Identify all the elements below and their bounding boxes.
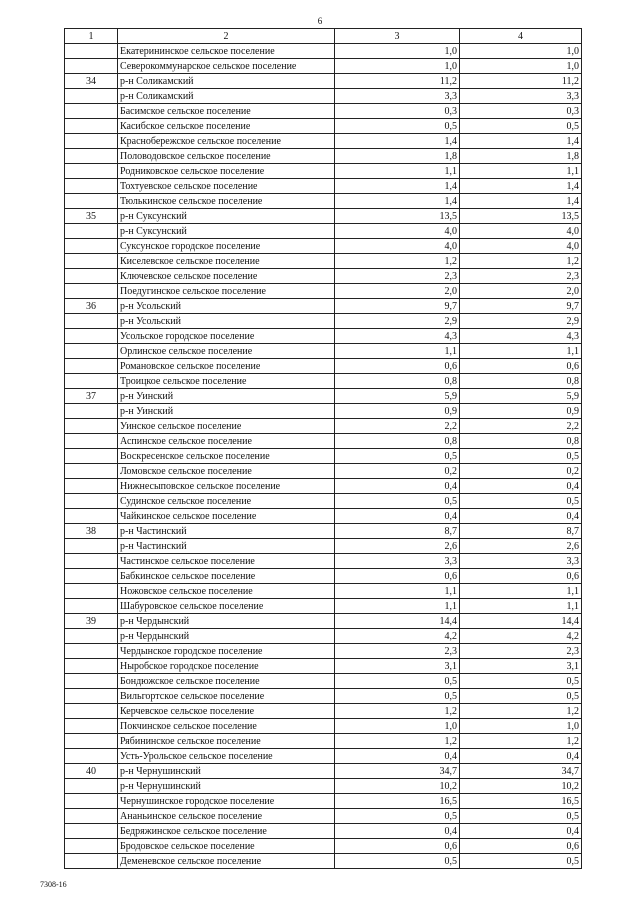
territory-name-cell: Ключевское сельское поселение: [118, 269, 335, 284]
table-row: [65, 659, 582, 674]
value-col-4-cell: 0,6: [460, 359, 582, 374]
value-col-4-cell: 0,5: [460, 674, 582, 689]
row-number-cell: [65, 494, 118, 509]
territory-name-cell: Половодовское сельское поселение: [118, 149, 335, 164]
table-row: [65, 494, 582, 509]
value-col-3-cell: 10,2: [335, 779, 460, 794]
table-row: [65, 254, 582, 269]
table-row: [65, 749, 582, 764]
value-col-4-cell: 14,4: [460, 614, 582, 629]
row-number-cell: [65, 809, 118, 824]
table-body: [65, 29, 582, 869]
value-col-3-cell: 0,8: [335, 434, 460, 449]
value-col-3-cell: 2,2: [335, 419, 460, 434]
territory-name-cell: Ломовское сельское поселение: [118, 464, 335, 479]
table-row: [65, 374, 582, 389]
value-col-4-cell: 3,3: [460, 554, 582, 569]
value-col-3-cell: 34,7: [335, 764, 460, 779]
value-col-4-cell: 1,0: [460, 59, 582, 74]
value-col-4-cell: 0,5: [460, 689, 582, 704]
row-number-cell: [65, 224, 118, 239]
value-col-4-cell: 2,2: [460, 419, 582, 434]
territory-name-cell: Тюлькинское сельское поселение: [118, 194, 335, 209]
territory-name-cell: Романовское сельское поселение: [118, 359, 335, 374]
value-col-3-cell: 0,4: [335, 749, 460, 764]
table-row: [65, 359, 582, 374]
value-col-3-cell: 1,0: [335, 719, 460, 734]
value-col-3-cell: 0,5: [335, 809, 460, 824]
value-col-3-cell: 1,8: [335, 149, 460, 164]
value-col-4-cell: 1,4: [460, 179, 582, 194]
territory-name-cell: Бондюжское сельское поселение: [118, 674, 335, 689]
territory-name-cell: Поедугинское сельское поселение: [118, 284, 335, 299]
territory-name-cell: Чайкинское сельское поселение: [118, 509, 335, 524]
value-col-3-cell: 0,5: [335, 674, 460, 689]
value-col-4-cell: 4,3: [460, 329, 582, 344]
territory-name-cell: Тохтуевское сельское поселение: [118, 179, 335, 194]
value-col-3-cell: 1,2: [335, 734, 460, 749]
territory-name-cell: Троицкое сельское поселение: [118, 374, 335, 389]
value-col-3-cell: 0,6: [335, 569, 460, 584]
table-row: [65, 209, 582, 224]
territory-name-cell: Судинское сельское поселение: [118, 494, 335, 509]
table-row: [65, 299, 582, 314]
value-col-3-cell: 0,6: [335, 839, 460, 854]
value-col-4-cell: 0,3: [460, 104, 582, 119]
value-col-4-cell: 11,2: [460, 74, 582, 89]
table-row: [65, 839, 582, 854]
value-col-4-cell: 1,1: [460, 584, 582, 599]
value-col-4-cell: 9,7: [460, 299, 582, 314]
territory-name-cell: Ныробское городское поселение: [118, 659, 335, 674]
territory-name-cell: Бабкинское сельское поселение: [118, 569, 335, 584]
value-col-4-cell: 10,2: [460, 779, 582, 794]
territory-name-cell: Суксунское городское поселение: [118, 239, 335, 254]
table-row: [65, 164, 582, 179]
territory-name-cell: р-н Чернушинский: [118, 779, 335, 794]
row-number-cell: [65, 329, 118, 344]
territory-name-cell: Екатерининское сельское поселение: [118, 44, 335, 59]
value-col-4-cell: 0,9: [460, 404, 582, 419]
value-col-3-cell: 1,4: [335, 194, 460, 209]
value-col-4-cell: 2,3: [460, 269, 582, 284]
table-row: [65, 614, 582, 629]
value-col-3-cell: 2,0: [335, 284, 460, 299]
row-number-cell: [65, 659, 118, 674]
row-number-cell: [65, 854, 118, 869]
table-row: [65, 434, 582, 449]
row-number-cell: [65, 359, 118, 374]
value-col-3-cell: 5,9: [335, 389, 460, 404]
territory-name-cell: Касибское сельское поселение: [118, 119, 335, 134]
territory-name-cell: Ананьинское сельское поселение: [118, 809, 335, 824]
territory-name-cell: р-н Чердынский: [118, 629, 335, 644]
value-col-4-cell: 0,6: [460, 839, 582, 854]
row-number-cell: [65, 644, 118, 659]
table-row: [65, 719, 582, 734]
row-number-cell: [65, 839, 118, 854]
table-row: [65, 149, 582, 164]
table-row: [65, 824, 582, 839]
value-col-3-cell: 0,3: [335, 104, 460, 119]
table-row: [65, 284, 582, 299]
row-number-cell: [65, 119, 118, 134]
row-number-cell: [65, 719, 118, 734]
table-row: [65, 584, 582, 599]
territory-name-cell: Киселевское сельское поселение: [118, 254, 335, 269]
row-number-cell: [65, 539, 118, 554]
value-col-3-cell: 0,5: [335, 854, 460, 869]
value-col-3-cell: 4,3: [335, 329, 460, 344]
row-number-cell: 37: [65, 389, 118, 404]
header-col-4: 4: [460, 29, 582, 44]
value-col-3-cell: 0,5: [335, 449, 460, 464]
territory-name-cell: Шабуровское сельское поселение: [118, 599, 335, 614]
table-row: [65, 89, 582, 104]
table-row: [65, 419, 582, 434]
table-row: [65, 239, 582, 254]
row-number-cell: [65, 509, 118, 524]
territory-name-cell: р-н Суксунский: [118, 224, 335, 239]
row-number-cell: [65, 464, 118, 479]
territory-name-cell: Ножовское сельское поселение: [118, 584, 335, 599]
territory-name-cell: р-н Уинский: [118, 389, 335, 404]
header-col-2: 2: [118, 29, 335, 44]
value-col-3-cell: 1,0: [335, 44, 460, 59]
territory-name-cell: Воскресенское сельское поселение: [118, 449, 335, 464]
value-col-3-cell: 16,5: [335, 794, 460, 809]
value-col-4-cell: 0,2: [460, 464, 582, 479]
value-col-4-cell: 5,9: [460, 389, 582, 404]
value-col-3-cell: 0,6: [335, 359, 460, 374]
table-row: [65, 644, 582, 659]
value-col-4-cell: 4,2: [460, 629, 582, 644]
table-row: [65, 569, 582, 584]
value-col-3-cell: 8,7: [335, 524, 460, 539]
value-col-4-cell: 0,5: [460, 449, 582, 464]
value-col-3-cell: 0,4: [335, 479, 460, 494]
table-row: [65, 389, 582, 404]
value-col-4-cell: 1,4: [460, 194, 582, 209]
table-row: [65, 119, 582, 134]
value-col-4-cell: 4,0: [460, 239, 582, 254]
row-number-cell: [65, 404, 118, 419]
value-col-4-cell: 2,3: [460, 644, 582, 659]
territory-name-cell: р-н Усольский: [118, 314, 335, 329]
table-header-row: [65, 29, 582, 44]
territory-name-cell: Краснобережское сельское поселение: [118, 134, 335, 149]
table-row: [65, 509, 582, 524]
value-col-3-cell: 1,1: [335, 584, 460, 599]
table-row: [65, 44, 582, 59]
table-row: [65, 104, 582, 119]
table-row: [65, 854, 582, 869]
value-col-4-cell: 0,8: [460, 374, 582, 389]
value-col-3-cell: 1,4: [335, 134, 460, 149]
value-col-4-cell: 0,8: [460, 434, 582, 449]
territory-name-cell: р-н Усольский: [118, 299, 335, 314]
table-row: [65, 599, 582, 614]
row-number-cell: [65, 149, 118, 164]
row-number-cell: [65, 254, 118, 269]
row-number-cell: [65, 134, 118, 149]
value-col-4-cell: 0,4: [460, 509, 582, 524]
table-row: [65, 764, 582, 779]
table-row: [65, 224, 582, 239]
value-col-4-cell: 8,7: [460, 524, 582, 539]
table-row: [65, 344, 582, 359]
row-number-cell: [65, 689, 118, 704]
value-col-3-cell: 3,3: [335, 89, 460, 104]
value-col-3-cell: 1,4: [335, 179, 460, 194]
value-col-3-cell: 0,4: [335, 824, 460, 839]
table-row: [65, 794, 582, 809]
table-row: [65, 134, 582, 149]
value-col-3-cell: 9,7: [335, 299, 460, 314]
allocation-table: [64, 28, 582, 869]
row-number-cell: [65, 749, 118, 764]
value-col-4-cell: 0,5: [460, 119, 582, 134]
page-number: 6: [317, 16, 323, 26]
table-row: [65, 539, 582, 554]
value-col-3-cell: 1,2: [335, 704, 460, 719]
table-row: [65, 629, 582, 644]
value-col-3-cell: 2,9: [335, 314, 460, 329]
value-col-3-cell: 0,9: [335, 404, 460, 419]
row-number-cell: [65, 164, 118, 179]
value-col-4-cell: 0,4: [460, 749, 582, 764]
territory-name-cell: Керчевское сельское поселение: [118, 704, 335, 719]
row-number-cell: [65, 239, 118, 254]
value-col-3-cell: 0,5: [335, 119, 460, 134]
value-col-4-cell: 1,0: [460, 719, 582, 734]
value-col-4-cell: 16,5: [460, 794, 582, 809]
table-row: [65, 449, 582, 464]
value-col-3-cell: 4,0: [335, 224, 460, 239]
value-col-4-cell: 0,4: [460, 479, 582, 494]
table-row: [65, 464, 582, 479]
value-col-4-cell: 0,5: [460, 809, 582, 824]
value-col-3-cell: 11,2: [335, 74, 460, 89]
table-row: [65, 194, 582, 209]
row-number-cell: [65, 674, 118, 689]
row-number-cell: [65, 554, 118, 569]
table-row: [65, 809, 582, 824]
table-row: [65, 554, 582, 569]
territory-name-cell: Деменевское сельское поселение: [118, 854, 335, 869]
table-row: [65, 734, 582, 749]
table-row: [65, 59, 582, 74]
value-col-4-cell: 1,2: [460, 704, 582, 719]
value-col-4-cell: 1,8: [460, 149, 582, 164]
table-row: [65, 689, 582, 704]
value-col-4-cell: 1,2: [460, 254, 582, 269]
value-col-3-cell: 3,3: [335, 554, 460, 569]
territory-name-cell: Орлинское сельское поселение: [118, 344, 335, 359]
row-number-cell: [65, 194, 118, 209]
row-number-cell: [65, 344, 118, 359]
row-number-cell: [65, 569, 118, 584]
header-col-3: 3: [335, 29, 460, 44]
row-number-cell: [65, 59, 118, 74]
value-col-3-cell: 1,0: [335, 59, 460, 74]
value-col-4-cell: 2,9: [460, 314, 582, 329]
value-col-3-cell: 1,1: [335, 164, 460, 179]
table-row: [65, 179, 582, 194]
table-row: [65, 779, 582, 794]
value-col-4-cell: 1,4: [460, 134, 582, 149]
value-col-3-cell: 4,0: [335, 239, 460, 254]
table-row: [65, 674, 582, 689]
document-code: 7308-16: [40, 880, 67, 889]
territory-name-cell: Рябининское сельское поселение: [118, 734, 335, 749]
territory-name-cell: р-н Частинский: [118, 539, 335, 554]
value-col-4-cell: 1,1: [460, 164, 582, 179]
row-number-cell: [65, 824, 118, 839]
territory-name-cell: Покчинское сельское поселение: [118, 719, 335, 734]
value-col-4-cell: 1,0: [460, 44, 582, 59]
table-row: [65, 314, 582, 329]
row-number-cell: 35: [65, 209, 118, 224]
table-row: [65, 404, 582, 419]
row-number-cell: [65, 419, 118, 434]
value-col-3-cell: 2,3: [335, 644, 460, 659]
table-row: [65, 269, 582, 284]
row-number-cell: [65, 734, 118, 749]
value-col-4-cell: 0,5: [460, 494, 582, 509]
territory-name-cell: Нижнесыповское сельское поселение: [118, 479, 335, 494]
value-col-3-cell: 13,5: [335, 209, 460, 224]
territory-name-cell: Уинское сельское поселение: [118, 419, 335, 434]
row-number-cell: [65, 179, 118, 194]
value-col-3-cell: 1,1: [335, 599, 460, 614]
value-col-4-cell: 34,7: [460, 764, 582, 779]
value-col-3-cell: 4,2: [335, 629, 460, 644]
value-col-4-cell: 4,0: [460, 224, 582, 239]
row-number-cell: [65, 284, 118, 299]
row-number-cell: [65, 599, 118, 614]
row-number-cell: [65, 434, 118, 449]
territory-name-cell: Бедряжинское сельское поселение: [118, 824, 335, 839]
row-number-cell: [65, 449, 118, 464]
value-col-4-cell: 1,1: [460, 344, 582, 359]
row-number-cell: [65, 794, 118, 809]
territory-name-cell: Родниковское сельское поселение: [118, 164, 335, 179]
territory-name-cell: Частинское сельское поселение: [118, 554, 335, 569]
value-col-4-cell: 2,0: [460, 284, 582, 299]
territory-name-cell: р-н Суксунский: [118, 209, 335, 224]
value-col-4-cell: 13,5: [460, 209, 582, 224]
table-row: [65, 524, 582, 539]
territory-name-cell: Усольское городское поселение: [118, 329, 335, 344]
territory-name-cell: Усть-Урольское сельское поселение: [118, 749, 335, 764]
territory-name-cell: Чернушинское городское поселение: [118, 794, 335, 809]
row-number-cell: [65, 629, 118, 644]
territory-name-cell: Северокоммунарское сельское поселение: [118, 59, 335, 74]
value-col-4-cell: 3,3: [460, 89, 582, 104]
table-row: [65, 74, 582, 89]
row-number-cell: 38: [65, 524, 118, 539]
territory-name-cell: р-н Чердынский: [118, 614, 335, 629]
value-col-4-cell: 0,6: [460, 569, 582, 584]
value-col-3-cell: 2,6: [335, 539, 460, 554]
value-col-3-cell: 1,1: [335, 344, 460, 359]
value-col-4-cell: 2,6: [460, 539, 582, 554]
row-number-cell: [65, 374, 118, 389]
row-number-cell: 36: [65, 299, 118, 314]
row-number-cell: [65, 314, 118, 329]
row-number-cell: [65, 89, 118, 104]
row-number-cell: 40: [65, 764, 118, 779]
row-number-cell: [65, 779, 118, 794]
row-number-cell: 34: [65, 74, 118, 89]
territory-name-cell: Вильгортское сельское поселение: [118, 689, 335, 704]
value-col-4-cell: 1,1: [460, 599, 582, 614]
value-col-3-cell: 0,2: [335, 464, 460, 479]
table-row: [65, 704, 582, 719]
territory-name-cell: р-н Соликамский: [118, 89, 335, 104]
value-col-4-cell: 0,4: [460, 824, 582, 839]
value-col-3-cell: 2,3: [335, 269, 460, 284]
table-row: [65, 479, 582, 494]
territory-name-cell: р-н Частинский: [118, 524, 335, 539]
value-col-3-cell: 14,4: [335, 614, 460, 629]
territory-name-cell: р-н Соликамский: [118, 74, 335, 89]
territory-name-cell: Чердынское городское поселение: [118, 644, 335, 659]
row-number-cell: [65, 704, 118, 719]
value-col-3-cell: 0,4: [335, 509, 460, 524]
value-col-3-cell: 0,5: [335, 689, 460, 704]
territory-name-cell: Бродовское сельское поселение: [118, 839, 335, 854]
row-number-cell: [65, 479, 118, 494]
row-number-cell: 39: [65, 614, 118, 629]
value-col-4-cell: 3,1: [460, 659, 582, 674]
value-col-3-cell: 0,8: [335, 374, 460, 389]
table-row: [65, 329, 582, 344]
territory-name-cell: р-н Чернушинский: [118, 764, 335, 779]
header-col-1: 1: [65, 29, 118, 44]
value-col-3-cell: 3,1: [335, 659, 460, 674]
row-number-cell: [65, 44, 118, 59]
row-number-cell: [65, 104, 118, 119]
territory-name-cell: р-н Уинский: [118, 404, 335, 419]
value-col-3-cell: 1,2: [335, 254, 460, 269]
row-number-cell: [65, 584, 118, 599]
value-col-4-cell: 1,2: [460, 734, 582, 749]
value-col-4-cell: 0,5: [460, 854, 582, 869]
territory-name-cell: Аспинское сельское поселение: [118, 434, 335, 449]
row-number-cell: [65, 269, 118, 284]
value-col-3-cell: 0,5: [335, 494, 460, 509]
territory-name-cell: Басимское сельское поселение: [118, 104, 335, 119]
